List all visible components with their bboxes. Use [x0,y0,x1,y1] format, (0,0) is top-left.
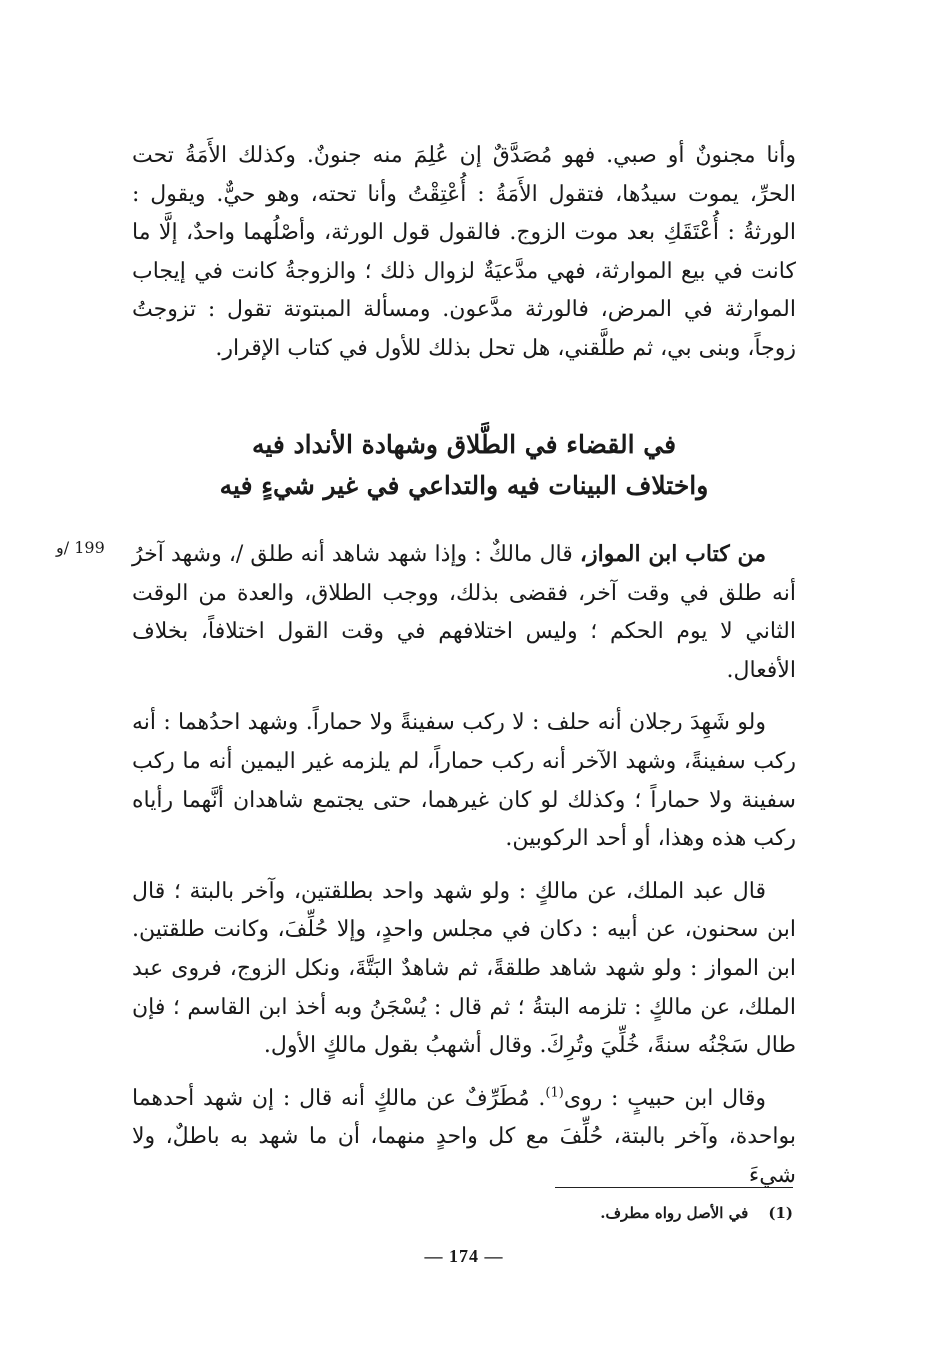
paragraph-4-text: . مُطَرِّفٌ عن مالكٍ أنه قال : إن شهد أحدهما بواحدة، وآخر بالبتة، حُلِّفَ مع كل واحدٍ منهما، أن ما شهد به باطلٌ، ولا شيءَ [132,1085,796,1188]
heading-line-1: في القضاء في الطَّلاق وشهادة الأنداد فيه [251,430,677,459]
source-citation: من كتاب ابن المواز، [579,541,766,567]
paragraph-4 [132,1080,796,1196]
margin-folio-note: 199 /و [56,538,105,557]
footnote-number: (1) [768,1204,793,1222]
footnote-reference: (1) [545,1085,564,1101]
footnote [555,1202,793,1224]
paragraph-1-text: قال مالكٌ : وإذا شهد شاهد أنه طلق /، وشهد آخرُ أنه طلق في وقت آخر، فقضى بذلك، ووجب الطلاق، والعدة من الوقت الثاني لا يوم الحكم ؛ وليس اختلافهم في وقت القول اختلافاً، بخلاف الأفعال. [132,542,797,683]
footnote-text: في الأصل رواه مطرف. [600,1204,749,1222]
paragraph-4-start: وقال ابن حبيبٍ : روى [563,1085,766,1111]
section-body [132,535,796,1196]
intro-paragraph: وأنا مجنونٌ أو صبي. فهو مُصَدَّقٌ إن عُلِمَ منه جنونٌ. وكذلك الأَمَةُ تحت الحرِّ، يموت سيدُها، فتقول الأَمَةُ : أُعْتِقْتُ وأنا تحته، وهو حيٌّ. ويقول : الورثةُ : أُعْتَقَكِ بعد موت الزوج. فالقول قول الورثة، وأصْلُهما واحدٌ، إلَّا ما كانت في بيع الموارثة، فهي مدَّعيَةٌ لزوال ذلك ؛ والزوجةُ كانت في إيجاب الموارثة في المرض، فالورثة مدَّعون. ومسألة المبتوتة تقول : تزوجتُ زوجاً، وبنى بي، ثم طلَّقني، هل تحل بذلك للأول في كتاب الإقرار. [132,143,796,361]
paragraph-2: ولو شَهِدَ رجلان أنه حلف : لا ركب سفينةً ولا حماراً. وشهد احدُهما : أنه ركب سفينةً، وشهد الآخر أنه ركب حماراً، لم يلزمه غير اليمين أنه ما ركب سفينة ولا حماراً ؛ وكذلك لو كان غيرهما، حتى يجتمع شاهدان أنَّهما رأياه ركب هذه وهذا، أو أحد الركوبين. [132,710,796,852]
section-heading [132,424,796,506]
heading-line-2: واختلاف البينات فيه والتداعي في غير شيءٍ فيه [219,471,709,500]
page-number: — 174 — [424,1246,504,1266]
body-text [132,137,796,391]
paragraph-1 [132,535,796,690]
paragraph-3: قال عبد الملك، عن مالكٍ : ولو شهد واحد بطلقتين، وآخر بالبتة ؛ قال ابن سحنون، عن أبيه : دكان في مجلس واحدٍ، وإلا حُلِّفَ، وكانت طلقتين. ابن المواز : ولو شهد شاهد طلقةً، ثم شاهدٌ البَتَّةَ، ونكل الزوج، فروى عبد الملك، عن مالكٍ : تلزمه البتةُ ؛ ثم قال : يُسْجَنُ وبه أخذ ابن القاسم ؛ فإن طال سَجْنُه سنةً، خُلِّيَ وتُرِكَ. وقال أشهبُ بقول مالكٍ الأول. [132,878,796,1059]
footnote-divider [555,1187,793,1188]
